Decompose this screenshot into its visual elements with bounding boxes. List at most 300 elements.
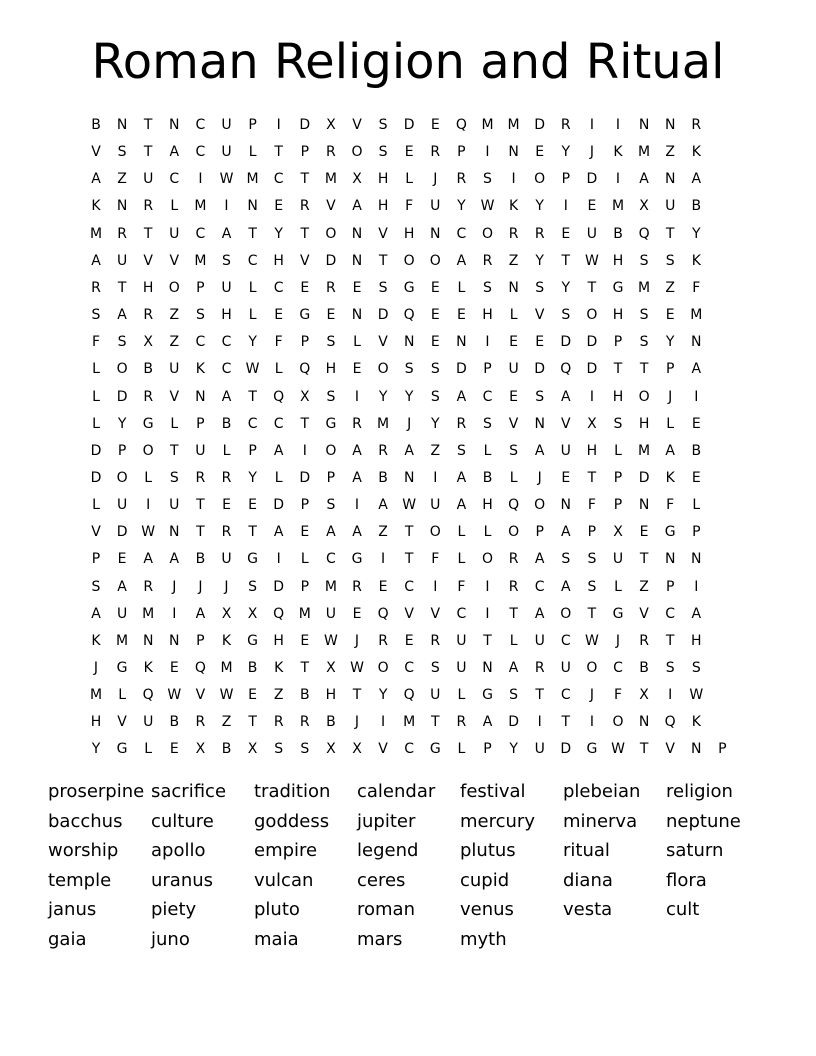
grid-letter: G (142, 415, 154, 432)
word-list-item: ritual (563, 840, 610, 862)
grid-letter: G (612, 279, 624, 296)
grid-letter: H (377, 171, 389, 188)
grid-letter: B (143, 361, 153, 378)
grid-letter: G (403, 279, 415, 296)
grid-letter: M (194, 198, 207, 215)
grid-letter: O (325, 225, 337, 242)
grid-letter: J (537, 469, 542, 486)
grid-letter: L (170, 415, 179, 432)
grid-letter: P (248, 442, 257, 459)
grid-letter: P (613, 334, 623, 351)
grid-letter: W (584, 252, 599, 269)
grid-letter: C (534, 578, 545, 595)
grid-letter: M (220, 660, 233, 676)
grid-letter: C (273, 171, 284, 188)
grid-letter: I (224, 198, 229, 215)
grid-letter: B (482, 469, 493, 486)
grid-letter: Z (378, 524, 388, 541)
grid-letter: H (142, 279, 154, 296)
grid-letter: S (483, 415, 492, 432)
grid-letter: V (117, 714, 127, 731)
grid-letter: S (222, 252, 231, 269)
grid-letter: G (482, 687, 493, 704)
grid-letter: V (430, 605, 441, 622)
grid-letter: M (89, 687, 103, 704)
grid-letter: H (325, 361, 337, 378)
grid-letter: E (430, 279, 440, 296)
grid-letter: L (248, 279, 257, 296)
grid-letter: U (143, 171, 154, 188)
grid-letter: G (612, 605, 624, 622)
grid-letter: U (221, 279, 232, 296)
grid-letter: B (691, 198, 702, 215)
grid-letter: C (247, 415, 258, 432)
grid-letter: P (561, 171, 571, 188)
word-list-item: culture (151, 810, 214, 832)
grid-letter: S (483, 171, 492, 188)
grid-letter: D (456, 361, 467, 378)
grid-letter: W (584, 632, 599, 649)
grid-letter: D (534, 117, 546, 133)
grid-letter: M (194, 252, 207, 269)
word-list-item: religion (666, 781, 733, 802)
grid-letter: Q (377, 605, 389, 622)
grid-letter: R (456, 171, 467, 188)
grid-letter: W (611, 741, 625, 758)
grid-letter: A (482, 714, 493, 731)
word-list-item: goddess (254, 810, 330, 832)
grid-letter: I (381, 714, 386, 731)
grid-letter: C (665, 605, 676, 622)
grid-letter: A (221, 388, 232, 405)
grid-letter: D (273, 497, 285, 514)
grid-letter: M (611, 198, 625, 215)
grid-letter: P (665, 578, 675, 595)
grid-letter: A (117, 307, 127, 324)
grid-letter: X (326, 660, 336, 676)
grid-letter: Y (404, 388, 414, 405)
grid-letter: B (639, 660, 649, 676)
grid-letter: N (247, 198, 258, 215)
grid-letter: J (93, 660, 99, 676)
grid-letter: L (92, 415, 100, 432)
grid-letter: Q (560, 361, 572, 378)
grid-letter: H (325, 687, 337, 704)
grid-letter: R (117, 225, 127, 242)
grid-letter: X (221, 605, 232, 622)
grid-letter: G (664, 524, 676, 541)
grid-letter: K (91, 632, 101, 649)
grid-letter: Y (457, 198, 466, 215)
grid-letter: W (350, 660, 364, 676)
grid-letter: A (273, 524, 284, 541)
grid-letter: S (430, 388, 440, 405)
grid-letter: K (143, 660, 153, 676)
grid-letter: K (691, 714, 701, 731)
grid-letter: D (90, 469, 102, 486)
grid-letter: M (507, 117, 520, 133)
grid-letter: W (219, 171, 234, 188)
grid-letter: L (144, 741, 153, 758)
grid-letter: Q (664, 714, 676, 731)
grid-letter: A (534, 605, 545, 622)
grid-letter: N (351, 252, 363, 269)
grid-letter: I (694, 388, 699, 405)
grid-letter: K (274, 660, 284, 676)
word-list-item: myth (460, 929, 507, 950)
grid-letter: I (485, 605, 490, 622)
grid-letter: K (195, 361, 205, 378)
grid-letter: T (143, 144, 153, 161)
grid-letter: Q (142, 687, 154, 704)
grid-letter: X (326, 741, 336, 758)
grid-letter: R (508, 551, 519, 568)
grid-letter: I (485, 144, 490, 161)
grid-letter: H (482, 497, 493, 514)
grid-letter: S (639, 334, 649, 351)
grid-letter: U (116, 497, 128, 514)
grid-letter: M (324, 578, 337, 595)
grid-letter: U (169, 361, 180, 378)
grid-letter: S (378, 279, 388, 296)
grid-letter: Q (194, 660, 206, 676)
grid-letter: A (561, 388, 571, 405)
grid-letter: B (169, 714, 180, 731)
grid-letter: G (351, 551, 363, 568)
grid-letter: I (198, 171, 203, 188)
grid-letter: S (169, 469, 179, 486)
grid-letter: D (508, 714, 519, 731)
grid-letter: R (326, 144, 336, 161)
grid-letter: H (377, 198, 389, 215)
word-list-item: maia (254, 929, 299, 950)
grid-letter: J (354, 714, 360, 731)
grid-letter: L (509, 632, 518, 649)
grid-letter: C (247, 252, 258, 269)
grid-letter: U (560, 442, 571, 459)
grid-letter: U (586, 225, 598, 242)
grid-letter: L (483, 442, 492, 459)
grid-letter: I (433, 469, 438, 486)
grid-letter: I (354, 388, 360, 405)
grid-letter: E (300, 279, 310, 296)
grid-letter: X (639, 687, 649, 704)
grid-letter: Y (509, 741, 518, 758)
grid-letter: I (537, 714, 542, 731)
grid-letter: E (169, 741, 179, 758)
grid-letter: R (378, 442, 388, 459)
grid-letter: I (694, 578, 699, 595)
word-list-item: juno (151, 929, 190, 950)
grid-letter: L (666, 415, 675, 432)
grid-letter: Z (430, 442, 441, 459)
grid-letter: J (407, 415, 412, 432)
grid-letter: X (639, 198, 649, 215)
word-list-item: janus (48, 899, 97, 921)
grid-letter: Z (117, 171, 127, 188)
grid-letter: Z (169, 334, 180, 351)
word-list-item: flora (666, 869, 707, 891)
grid-letter: O (534, 497, 546, 514)
grid-letter: V (534, 307, 545, 324)
grid-letter: P (196, 632, 205, 649)
grid-letter: U (116, 252, 128, 269)
grid-letter: S (587, 578, 597, 595)
grid-letter: K (665, 469, 675, 486)
grid-letter: V (300, 252, 310, 269)
grid-letter: U (534, 632, 545, 649)
grid-letter: R (639, 632, 649, 649)
grid-letter: L (457, 279, 466, 296)
grid-letter: A (326, 524, 336, 541)
grid-letter: Y (692, 225, 701, 242)
grid-letter: N (142, 632, 154, 649)
grid-letter: E (248, 687, 258, 704)
grid-letter: G (586, 741, 598, 758)
grid-letter: W (167, 687, 182, 704)
grid-letter: F (587, 497, 596, 514)
grid-letter: D (299, 117, 311, 133)
grid-letter: D (638, 469, 650, 486)
grid-letter: N (116, 117, 128, 133)
grid-letter: P (587, 524, 597, 541)
grid-letter: U (116, 605, 128, 622)
grid-letter: N (691, 551, 702, 568)
grid-letter: I (381, 551, 386, 568)
grid-letter: L (457, 741, 466, 758)
grid-letter: A (561, 524, 571, 541)
grid-letter: O (586, 307, 598, 324)
grid-letter: O (481, 551, 494, 568)
grid-letter: A (352, 524, 362, 541)
grid-letter: C (613, 660, 623, 676)
grid-letter: A (378, 497, 388, 514)
grid-letter: A (352, 469, 362, 486)
grid-letter: U (221, 551, 232, 568)
grid-letter: E (639, 524, 649, 541)
grid-letter: P (196, 279, 205, 296)
grid-letter: L (483, 524, 492, 541)
grid-letter: S (665, 252, 675, 269)
grid-letter: Y (665, 334, 675, 351)
grid-letter: B (195, 551, 206, 568)
grid-letter: W (141, 524, 156, 541)
grid-letter: T (587, 469, 597, 486)
grid-letter: N (403, 334, 415, 351)
grid-letter: M (324, 171, 337, 188)
grid-letter: E (222, 497, 231, 514)
grid-letter: X (326, 117, 336, 133)
grid-letter: R (221, 524, 232, 541)
grid-letter: C (560, 632, 571, 649)
grid-letter: D (534, 361, 546, 378)
grid-letter: A (404, 442, 414, 459)
grid-letter: E (404, 632, 414, 649)
grid-letter: I (302, 442, 307, 459)
grid-letter: T (665, 632, 675, 649)
grid-letter: T (300, 171, 310, 188)
grid-letter: J (589, 144, 594, 161)
grid-letter: D (560, 334, 572, 351)
grid-letter: S (326, 497, 336, 514)
grid-letter: Y (117, 415, 127, 432)
grid-letter: R (352, 415, 362, 432)
grid-letter: A (508, 660, 519, 676)
grid-letter: A (352, 442, 362, 459)
grid-letter: T (248, 388, 257, 405)
grid-letter: V (326, 198, 336, 215)
word-list-item: proserpine (48, 781, 145, 802)
grid-letter: E (352, 279, 362, 296)
grid-letter: V (352, 117, 362, 133)
grid-letter: Y (378, 388, 388, 405)
grid-letter: A (221, 225, 232, 242)
grid-letter: S (639, 307, 649, 324)
grid-letter: B (247, 660, 258, 676)
word-list-item: cult (666, 899, 700, 921)
grid-letter: X (195, 741, 206, 758)
grid-letter: E (352, 361, 362, 378)
grid-letter: U (143, 714, 154, 731)
grid-letter: M (638, 442, 651, 459)
word-list-item: cupid (460, 869, 510, 891)
grid-letter: C (404, 741, 415, 758)
grid-letter: U (508, 361, 519, 378)
grid-letter: R (143, 388, 154, 405)
grid-letter: S (274, 741, 284, 758)
grid-letter: S (691, 660, 701, 676)
grid-letter: Q (638, 225, 650, 242)
grid-letter: L (509, 469, 518, 486)
grid-letter: A (456, 388, 467, 405)
grid-letter: C (195, 225, 206, 242)
grid-letter: V (91, 524, 101, 541)
grid-letter: V (639, 605, 649, 622)
grid-letter: E (404, 144, 414, 161)
grid-letter: O (612, 714, 624, 731)
grid-letter: T (117, 279, 127, 296)
grid-letter: S (587, 551, 597, 568)
grid-letter: A (456, 252, 467, 269)
grid-letter: L (614, 578, 622, 595)
grid-letter: J (224, 578, 229, 595)
grid-letter: V (378, 334, 388, 351)
grid-letter: L (118, 687, 126, 704)
grid-letter: L (222, 442, 231, 459)
grid-letter: N (169, 524, 180, 541)
grid-letter: A (91, 171, 101, 188)
grid-letter: E (300, 524, 310, 541)
grid-letter: S (535, 388, 545, 405)
grid-letter: U (221, 117, 232, 133)
grid-letter: O (508, 524, 520, 541)
grid-letter: I (589, 714, 594, 731)
grid-letter: F (405, 198, 414, 215)
grid-letter: E (561, 469, 571, 486)
grid-letter: B (326, 714, 336, 731)
grid-letter: R (482, 252, 493, 269)
grid-letter: T (587, 279, 597, 296)
grid-letter: Z (508, 252, 519, 269)
grid-letter: O (116, 361, 128, 378)
grid-letter: Q (403, 307, 415, 324)
grid-letter: A (91, 252, 101, 269)
grid-letter: B (221, 415, 232, 432)
grid-letter: E (535, 334, 545, 351)
grid-letter: P (665, 361, 675, 378)
grid-letter: R (195, 714, 206, 731)
grid-letter: P (718, 741, 727, 758)
grid-letter: U (456, 660, 467, 676)
grid-letter: Y (535, 252, 544, 269)
grid-letter: W (402, 497, 417, 514)
grid-letter: S (561, 551, 571, 568)
grid-letter: X (352, 171, 362, 188)
grid-letter: P (300, 497, 310, 514)
grid-letter: K (91, 198, 101, 215)
grid-letter: X (613, 524, 623, 541)
grid-letter: U (560, 660, 571, 676)
grid-letter: T (561, 714, 571, 731)
grid-letter: V (665, 741, 675, 758)
grid-letter: R (534, 660, 545, 676)
word-list-item: legend (357, 840, 419, 862)
grid-letter: B (613, 225, 623, 242)
grid-letter: D (586, 361, 598, 378)
grid-letter: E (430, 307, 440, 324)
grid-letter: E (117, 551, 127, 568)
grid-letter: T (274, 144, 283, 161)
word-list-item: uranus (151, 869, 214, 891)
grid-letter: Y (91, 741, 101, 758)
grid-letter: F (613, 687, 623, 704)
grid-letter: U (325, 605, 337, 622)
grid-letter: C (456, 605, 467, 622)
grid-letter: L (509, 307, 518, 324)
grid-letter: S (404, 361, 414, 378)
grid-letter: R (326, 279, 336, 296)
grid-letter: Q (273, 388, 285, 405)
grid-letter: L (92, 388, 100, 405)
grid-letter: S (483, 279, 492, 296)
grid-letter: A (273, 442, 284, 459)
grid-letter: T (300, 225, 310, 242)
grid-letter: R (299, 714, 310, 731)
grid-letter: L (144, 469, 153, 486)
grid-letter: P (457, 144, 466, 161)
grid-letter: H (273, 252, 284, 269)
grid-letter: N (116, 198, 128, 215)
grid-letter: T (613, 361, 623, 378)
grid-letter: T (248, 524, 257, 541)
grid-letter: J (668, 388, 673, 405)
grid-letter: X (587, 415, 597, 432)
grid-letter: V (143, 252, 153, 269)
grid-letter: E (378, 578, 388, 595)
grid-letter: V (378, 225, 388, 242)
grid-letter: I (433, 578, 438, 595)
grid-letter: D (116, 524, 128, 541)
word-list-item: venus (460, 899, 514, 921)
grid-letter: R (508, 225, 519, 242)
word-list-item: sacrifice (151, 781, 227, 802)
grid-letter: A (665, 442, 675, 459)
grid-letter: S (91, 578, 101, 595)
grid-letter: N (534, 415, 545, 432)
grid-letter: S (326, 388, 336, 405)
grid-letter: N (456, 334, 467, 351)
grid-letter: T (170, 442, 179, 459)
